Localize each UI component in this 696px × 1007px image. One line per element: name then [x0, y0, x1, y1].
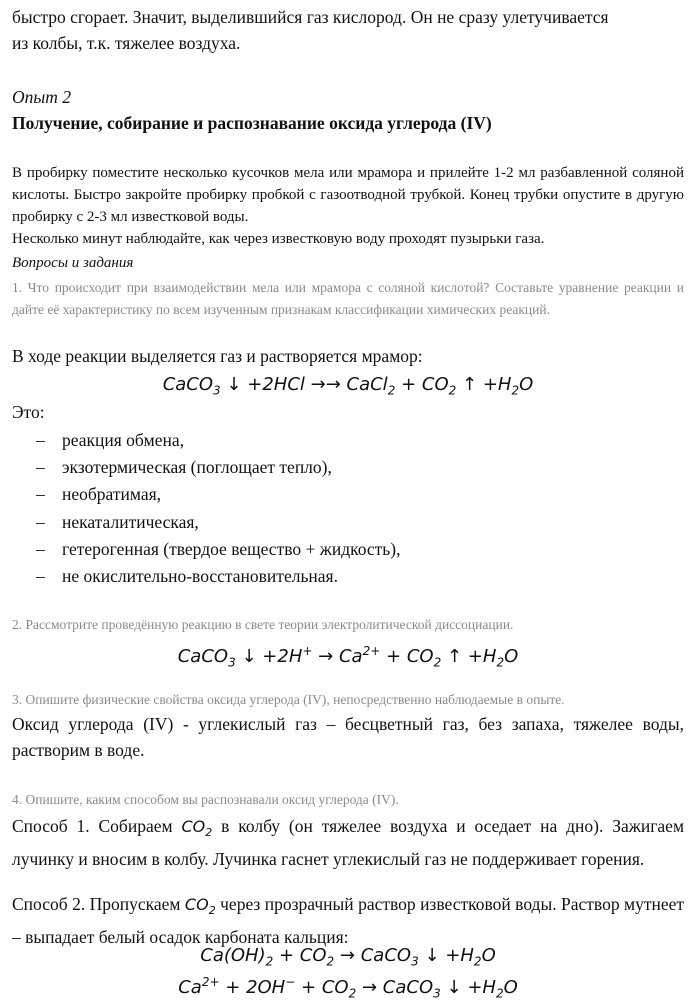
intro-line-2: из колбы, т.к. тяжелее воздуха. [12, 33, 241, 53]
experiment-label: Опыт 2 [12, 87, 72, 107]
q4-method-1: Способ 1. Собираем $CO_2$ в колбу (он тяжелее воздуха и оседает на дно). Зажигаем лучинку и вносим в колбу. Лучинка гаснет углекислый газ не поддерживает горения. [12, 816, 685, 870]
q1-this-label: Это: [12, 402, 45, 422]
experiment-instructions: В пробирку поместите несколько кусочков мела или мрамора и прилейте 1-2 мл разбавленной соляной кислоты. Быстро закройте пробирку пробкой с газоотводной трубкой. Конец трубки опустите в другую пробирку с 2-3 мл известковой воды. [12, 165, 684, 225]
question-3: 3. Опишите физические свойства оксида углерода (IV), непосредственно наблюдаемые в опыте. [12, 692, 565, 707]
list-item: – необратимая, [36, 484, 162, 504]
q4-formula-1: $Ca(OH)_2 + CO_2$ → CaCO$_3$ ↓ $+H_2O$ [200, 945, 496, 969]
q3-answer: Оксид углерода (IV) - углекислый газ – бесцветный газ, без запаха, тяжелее воды, растворим в воде. [12, 714, 684, 760]
list-item: – гетерогенная (твердое вещество + жидкость), [36, 539, 401, 559]
experiment-title: Получение, собирание и распознавание оксида углерода (IV) [12, 113, 492, 133]
co2-formula: $CO_2$ [181, 817, 213, 840]
q2-formula: CaCO$_3$ ↓ $+2H^+ \to Ca^{2+} + CO_2$ ↑ $+H_2O$ [177, 644, 519, 670]
q4-formula-2: $Ca^{2+} + 2OH^- + CO_2$ → CaCO$_3$ ↓ $+H_2O$ [178, 975, 518, 1001]
q4-method-2: Способ 2. Пропускаем $CO_2$ через прозрачный раствор известковой воды. Раствор мутнеет – выпадает белый осадок карбоната кальция: [12, 894, 685, 948]
list-item: – некаталитическая, [36, 512, 199, 532]
list-item: – не окислительно-восстановительная. [36, 566, 338, 586]
co2-formula: $CO_2$ [184, 895, 216, 918]
question-1: 1. Что происходит при взаимодействии мела или мрамора с соляной кислотой? Составьте уравнение реакции и дайте её характеристику по всем изученным признакам классификации химических реакций. [12, 280, 684, 317]
formula-term: CaCO$_3$ [162, 374, 221, 398]
q1-answer: В ходе реакции выделяется газ и растворяется мрамор: [12, 346, 423, 366]
list-item: – реакция обмена, [36, 430, 184, 450]
experiment-observation: Несколько минут наблюдайте, как через известковую воду проходят пузырьки газа. [12, 231, 545, 247]
questions-heading: Вопросы и задания [12, 255, 134, 271]
intro-line-1: быстро сгорает. Значит, выделившийся газ кислород. Он не сразу улетучивается [12, 7, 609, 27]
list-item: – экзотермическая (поглощает тепло), [36, 457, 332, 477]
q1-formula: CaCO$_3$ ↓ +2HCl →→ CaCl$_2$ + $CO_2$ ↑ $+H_2O$ [162, 374, 534, 398]
question-4: 4. Опишите, каким способом вы распознавали оксид углерода (IV). [12, 792, 399, 807]
question-2: 2. Рассмотрите проведённую реакцию в свете теории электролитической диссоциации. [12, 617, 514, 632]
